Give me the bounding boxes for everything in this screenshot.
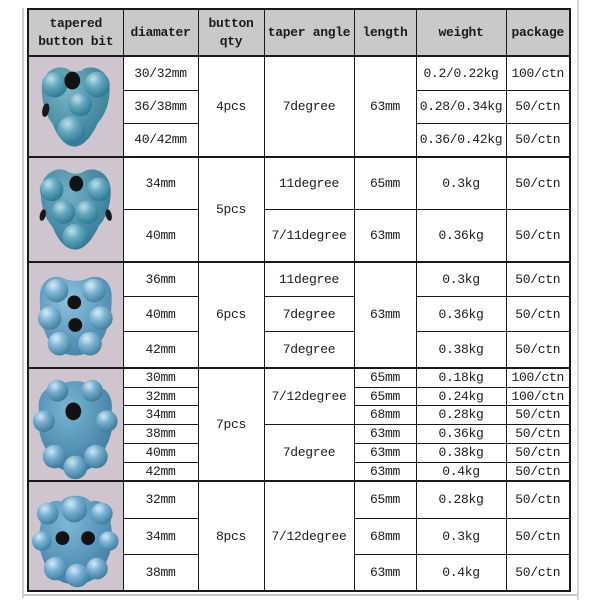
table-row <box>28 481 570 518</box>
bit-photo-cell <box>28 157 123 261</box>
weight-cell: 0.28/0.34kg <box>416 90 506 123</box>
diameter-cell: 30/32mm <box>123 56 198 90</box>
button-qty-cell: 5pcs <box>198 157 264 261</box>
diameter-cell: 34mm <box>123 406 198 425</box>
column-header-weight: weight <box>416 9 506 56</box>
table-row <box>28 368 570 387</box>
table-row <box>28 157 570 209</box>
bit-photo-cell <box>28 368 123 481</box>
column-header-length: length <box>354 9 416 56</box>
diameter-cell: 40mm <box>123 210 198 262</box>
taper-angle-cell: 7degree <box>264 297 354 332</box>
button-qty-cell: 6pcs <box>198 262 264 368</box>
package-cell: 50/ctn <box>506 123 570 157</box>
package-cell: 50/ctn <box>506 481 570 518</box>
column-header-package: package <box>506 9 570 56</box>
button-bit-4pcs-photo <box>29 57 123 156</box>
weight-cell: 0.38kg <box>416 332 506 368</box>
button-bit-8pcs-photo <box>29 482 123 590</box>
column-header-taper-angle: taper angle <box>264 9 354 56</box>
diameter-cell: 38mm <box>123 554 198 591</box>
weight-cell: 0.38kg <box>416 443 506 462</box>
weight-cell: 0.4kg <box>416 462 506 481</box>
diameter-cell: 32mm <box>123 481 198 518</box>
package-cell: 50/ctn <box>506 554 570 591</box>
length-cell: 63mm <box>354 56 416 157</box>
package-cell: 50/ctn <box>506 332 570 368</box>
weight-cell: 0.36/0.42kg <box>416 123 506 157</box>
length-cell: 63mm <box>354 462 416 481</box>
taper-angle-cell: 11degree <box>264 262 354 297</box>
diameter-cell: 38mm <box>123 425 198 444</box>
button-qty-cell: 7pcs <box>198 368 264 481</box>
package-cell: 50/ctn <box>506 157 570 209</box>
spec-table <box>27 8 571 592</box>
header-row <box>28 9 570 56</box>
length-cell: 65mm <box>354 157 416 209</box>
taper-angle-cell: 7degree <box>264 425 354 482</box>
package-cell: 50/ctn <box>506 462 570 481</box>
page-edge-shadow-left <box>22 8 24 598</box>
package-cell: 100/ctn <box>506 368 570 387</box>
package-cell: 50/ctn <box>506 518 570 554</box>
page-edge-shadow-right <box>577 0 579 600</box>
diameter-cell: 34mm <box>123 157 198 209</box>
button-bit-7pcs-photo <box>29 370 123 480</box>
length-cell: 65mm <box>354 387 416 406</box>
diameter-cell: 32mm <box>123 387 198 406</box>
weight-cell: 0.28kg <box>416 406 506 425</box>
diameter-cell: 34mm <box>123 518 198 554</box>
button-qty-cell: 4pcs <box>198 56 264 157</box>
diameter-cell: 40/42mm <box>123 123 198 157</box>
table-row <box>28 262 570 297</box>
taper-angle-cell: 7degree <box>264 332 354 368</box>
weight-cell: 0.24kg <box>416 387 506 406</box>
diameter-cell: 40mm <box>123 443 198 462</box>
package-cell: 100/ctn <box>506 56 570 90</box>
package-cell: 50/ctn <box>506 210 570 262</box>
button-qty-cell: 8pcs <box>198 481 264 591</box>
diameter-cell: 36mm <box>123 262 198 297</box>
package-cell: 50/ctn <box>506 90 570 123</box>
button-bit-5pcs-photo <box>29 158 123 260</box>
length-cell: 65mm <box>354 368 416 387</box>
weight-cell: 0.36kg <box>416 210 506 262</box>
weight-cell: 0.3kg <box>416 157 506 209</box>
bit-photo-cell <box>28 481 123 591</box>
weight-cell: 0.3kg <box>416 518 506 554</box>
taper-angle-cell: 11degree <box>264 157 354 209</box>
column-header-bit: tapered button bit <box>28 9 123 56</box>
taper-angle-cell: 7/12degree <box>264 481 354 591</box>
package-cell: 100/ctn <box>506 387 570 406</box>
diameter-cell: 42mm <box>123 462 198 481</box>
taper-angle-cell: 7degree <box>264 56 354 157</box>
weight-cell: 0.28kg <box>416 481 506 518</box>
package-cell: 50/ctn <box>506 297 570 332</box>
column-header-diameter: diamater <box>123 9 198 56</box>
bit-photo-cell <box>28 56 123 157</box>
length-cell: 63mm <box>354 210 416 262</box>
weight-cell: 0.18kg <box>416 368 506 387</box>
bit-photo-cell <box>28 262 123 368</box>
length-cell: 65mm <box>354 481 416 518</box>
page-edge-shadow-bottom <box>22 594 578 596</box>
package-cell: 50/ctn <box>506 425 570 444</box>
weight-cell: 0.36kg <box>416 297 506 332</box>
taper-angle-cell: 7/11degree <box>264 210 354 262</box>
weight-cell: 0.4kg <box>416 554 506 591</box>
diameter-cell: 40mm <box>123 297 198 332</box>
weight-cell: 0.36kg <box>416 425 506 444</box>
length-cell: 68mm <box>354 518 416 554</box>
taper-angle-cell: 7/12degree <box>264 368 354 425</box>
package-cell: 50/ctn <box>506 406 570 425</box>
diameter-cell: 42mm <box>123 332 198 368</box>
length-cell: 63mm <box>354 425 416 444</box>
table-row <box>28 56 570 90</box>
length-cell: 68mm <box>354 406 416 425</box>
length-cell: 63mm <box>354 554 416 591</box>
column-header-button-qty: button qty <box>198 9 264 56</box>
diameter-cell: 36/38mm <box>123 90 198 123</box>
length-cell: 63mm <box>354 262 416 368</box>
length-cell: 63mm <box>354 443 416 462</box>
diameter-cell: 30mm <box>123 368 198 387</box>
weight-cell: 0.3kg <box>416 262 506 297</box>
weight-cell: 0.2/0.22kg <box>416 56 506 90</box>
button-bit-6pcs-photo <box>29 263 123 367</box>
package-cell: 50/ctn <box>506 443 570 462</box>
package-cell: 50/ctn <box>506 262 570 297</box>
